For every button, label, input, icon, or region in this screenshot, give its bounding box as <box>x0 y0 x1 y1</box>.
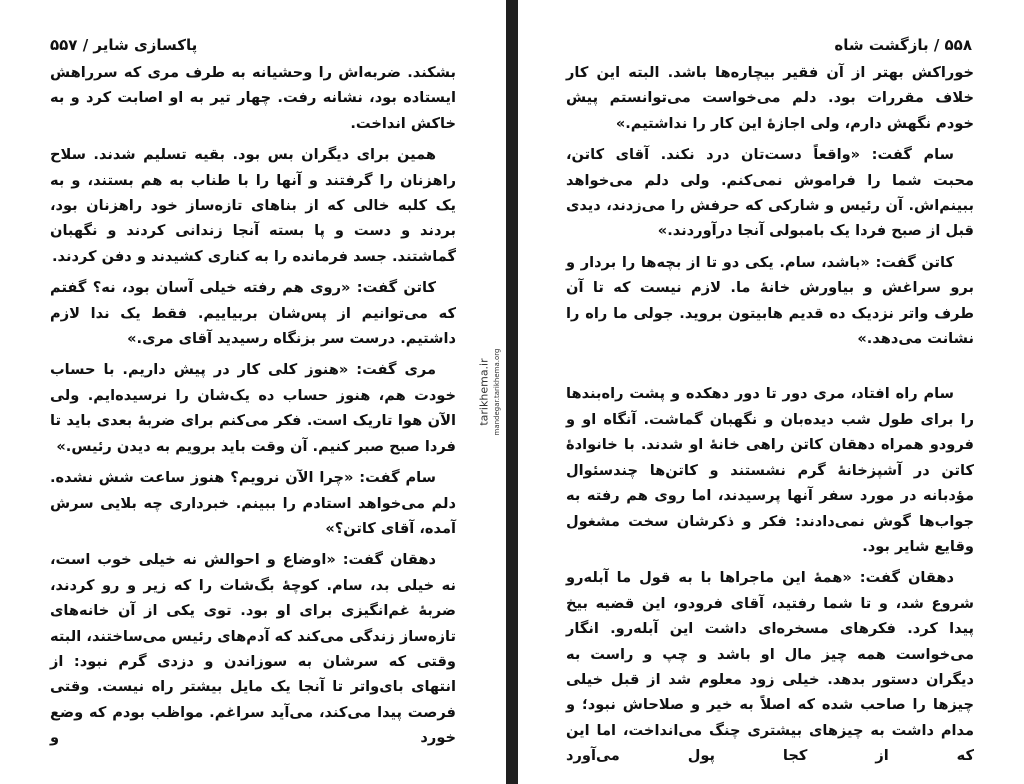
watermark-subsite: mandegar.tarikhema.org <box>493 348 501 436</box>
right-page-body <box>566 60 974 775</box>
paragraph: سام راه افتاد، مری دور تا دور دهکده و پشت راه‌بندها را برای طول شب دیده‌بان و نگهبان گماشت. آنگاه او و فرودو همراه دهقان کاتن راهی خانهٔ او شدند. با خانوادهٔ کاتن در آشپزخانهٔ گرم نشستند و کاتن‌ها چندسئوال مؤدبانه در مورد سفر آنها پرسیدند، اما روی هم رفته به جواب‌ها گوش نمی‌دادند: فکر و ذکرشان سخت مشغول وقایع شایر بود. <box>566 385 974 555</box>
left-page-header: پاکسازی شایر / ۵۵۷ <box>50 36 198 54</box>
paragraph: کاتن گفت: «روی هم رفته خیلی آسان بود، نه؟ گفتم که می‌توانیم از پس‌شان بربیاییم. فقط یک ندا لازم داشتیم. درست سر بزنگاه رسیدید آقای مری.» <box>50 279 456 348</box>
paragraph: خوراکش بهتر از آن فقیر بیچاره‌ها باشد. البته این کار خلاف مقررات بود. دلم می‌خواست می‌توانستم پیش خودم نگهش دارم، ولی اجازهٔ این کار را نداشتیم.» <box>566 64 974 132</box>
left-page-body <box>50 60 456 757</box>
paragraph: مری گفت: «هنوز کلی کار در پیش داریم. با حساب خودت هم، هنوز حساب ده یک‌شان را نرسیده‌ایم. ولی الآن هوا تاریک است. فکر می‌کنم برای ضربهٔ بعدی باید تا فردا صبح صبر کنیم. آن وقت باید برویم به دیدن رئیس.» <box>50 361 456 455</box>
paragraph: همین برای دیگران بس بود. بقیه تسلیم شدند. سلاح راهزنان را گرفتند و آنها را با طناب به هم بستند، و به یک کلبه خالی که از بناهای تازه‌ساز خود راهزنان بود، بردند و دست و پا بسته آنجا زندانی کردند و نگهبان گماشتند. جسد فرمانده را به کناری کشیدند و دفن کردند. <box>50 146 456 265</box>
right-page <box>518 0 1024 784</box>
watermark-site: tarikhema.ir <box>477 358 491 426</box>
paragraph: بشکند. ضربه‌اش را وحشیانه به طرف مری که سرراهش ایستاده بود، نشانه رفت. چهار تیر به او اصابت کرد و به خاکش انداخت. <box>50 64 456 132</box>
paragraph: کاتن گفت: «باشد، سام. یکی دو تا از بچه‌ها را بردار و برو سراغش و بیاورش خانهٔ ما. لازم نیست که تا آن طرف واتر نزدیک ده قدیم هابیتون بروید. جولی ما راه را نشانت می‌دهد.» <box>566 253 974 348</box>
right-page-header: ۵۵۸ / بازگشت شاه <box>834 36 972 54</box>
left-page <box>0 0 506 784</box>
paragraph: سام گفت: «واقعاً دست‌تان درد نکند. آقای کاتن، محبت شما را فراموش نمی‌کنم. ولی دلم می‌خواهد ببینم‌اش. آن رئیس و شارکی که حرفش را می‌زدند، دیدی قبل از صبح فردا یک بامبولی آنجا درآوردند.» <box>566 146 974 240</box>
paragraph: سام گفت: «چرا الآن نرویم؟ هنوز ساعت شش نشده. دلم می‌خواهد استادم را ببینم. خبرداری چه بلایی سرش آمده، آقای کاتن؟» <box>50 469 456 537</box>
paragraph: دهقان گفت: «اوضاع و احوالش نه خیلی خوب است، نه خیلی بد، سام. کوچهٔ بگ‌شات را که زیر و رو کردند، ضربهٔ غم‌انگیزی برای او بود. توی یکی از آن خانه‌های تازه‌ساز زندگی می‌کند که آدم‌های رئیس می‌ساختند، البته وقتی که سرشان به سوزاندن و دزدی گرم نبود: از انتهای بای‌واتر تا آنجا یک مایل بیشتر راه نیست. وقتی فرصت پیدا می‌کند، می‌آید سراغم. مواظب بودم که وضع خورد و <box>50 551 456 747</box>
paragraph: دهقان گفت: «همهٔ این ماجراها با به قول ما آبله‌رو شروع شد، و تا شما رفتید، آقای فرودو، این قضیه بیخ پیدا کرد. فکرهای مسخره‌ای داشت این آبله‌رو. انگار می‌خواست همه چیز مال او باشد و چپ و راست به دیگران دستور بدهد. خیلی زود معلوم شد از قبل خیلی چیزها را صاحب شده که اصلاً به خیر و صلاحاش نبود؛ و مدام داشت به چیزهای بیشتری چنگ می‌انداخت، اما این که از کجا پول می‌آورد <box>566 569 974 765</box>
book-spine <box>506 0 518 784</box>
